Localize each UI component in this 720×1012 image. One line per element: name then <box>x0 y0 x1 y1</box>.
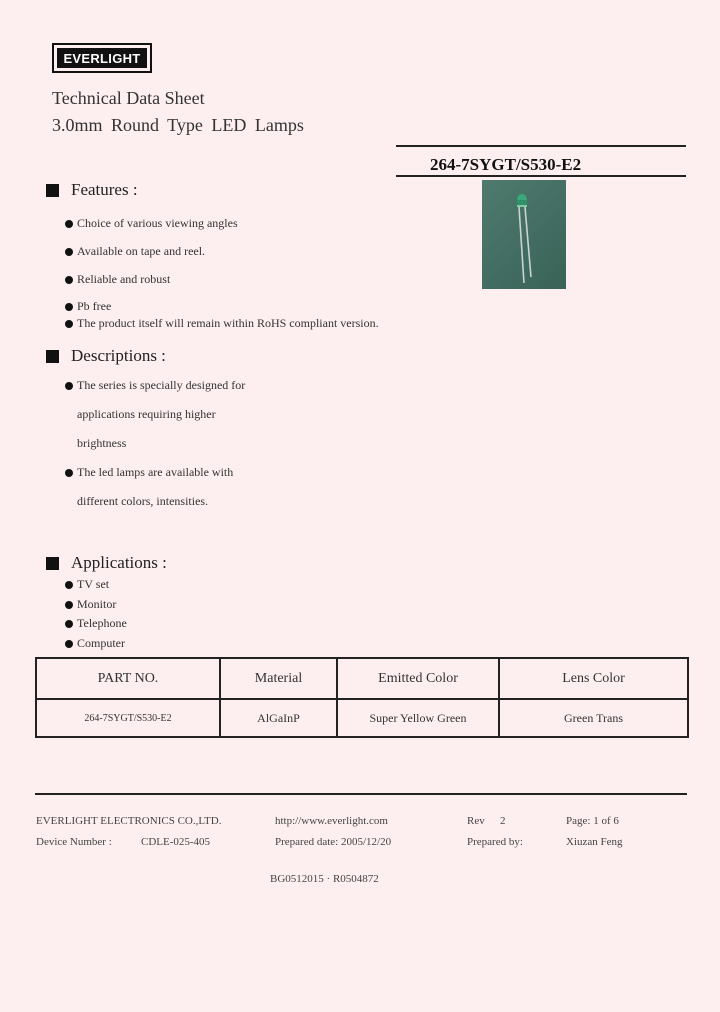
footer-rev-value: 2 <box>500 815 506 827</box>
description-line: brightness <box>77 436 127 450</box>
logo-text: EVERLIGHT <box>57 48 147 68</box>
features-heading <box>46 180 138 200</box>
round-bullet-icon <box>65 276 73 284</box>
footer-company: EVERLIGHT ELECTRONICS CO.,LTD. <box>36 815 222 827</box>
led-lamp-illustration <box>482 180 566 289</box>
applications-heading <box>46 553 167 573</box>
header-rule <box>396 145 686 147</box>
feature-item: Pb free <box>65 299 111 314</box>
application-item: TV set <box>65 577 109 592</box>
round-bullet-icon <box>65 581 73 589</box>
application-item: Telephone <box>65 616 127 631</box>
descriptions-heading-text: Descriptions : <box>71 346 166 365</box>
square-bullet-icon <box>46 184 59 197</box>
feature-item: Choice of various viewing angles <box>65 216 238 231</box>
doc-title: Technical Data Sheet <box>52 88 205 108</box>
footer-prepared-date: Prepared date: 2005/12/20 <box>275 836 392 848</box>
round-bullet-icon <box>65 640 73 648</box>
round-bullet-icon <box>65 601 73 609</box>
cell-emitted-color: Super Yellow Green <box>337 699 499 737</box>
application-item: Computer <box>65 636 125 651</box>
header-part-no: PART NO. <box>36 658 220 699</box>
part-number-heading: 264-7SYGT/S530-E2 <box>430 155 582 174</box>
feature-item: Reliable and robust <box>65 272 170 287</box>
everlight-logo <box>52 43 152 73</box>
round-bullet-icon <box>65 620 73 628</box>
led-product-photo <box>482 180 566 289</box>
round-bullet-icon <box>65 382 73 390</box>
footer-prepared-by-value: Xiuzan Feng <box>566 836 623 848</box>
footer-code: BG0512015 · R0504872 <box>270 873 379 885</box>
footer-rev-label: Rev <box>467 815 485 827</box>
footer-device-label: Device Number : <box>36 836 112 848</box>
feature-item: The product itself will remain within RoHS compliant version. <box>65 316 379 331</box>
footer-prepared-by-label: Prepared by: <box>467 836 523 848</box>
round-bullet-icon <box>65 320 73 328</box>
feature-item: Available on tape and reel. <box>65 244 205 259</box>
square-bullet-icon <box>46 557 59 570</box>
description-line: applications requiring higher <box>77 407 216 421</box>
application-item: Monitor <box>65 597 116 612</box>
square-bullet-icon <box>46 350 59 363</box>
header-material: Material <box>220 658 337 699</box>
description-item: The led lamps are available with <box>65 465 233 480</box>
features-heading-text: Features : <box>71 180 138 199</box>
footer-page: Page: 1 of 6 <box>566 815 619 827</box>
description-line: different colors, intensities. <box>77 494 209 508</box>
footer-url[interactable]: http://www.everlight.com <box>275 815 388 827</box>
table-row <box>36 699 688 737</box>
round-bullet-icon <box>65 220 73 228</box>
header-emitted-color: Emitted Color <box>337 658 499 699</box>
round-bullet-icon <box>65 248 73 256</box>
header-lens-color: Lens Color <box>499 658 688 699</box>
doc-subtitle: 3.0mm Round Type LED Lamps <box>52 115 304 135</box>
description-item: The series is specially designed for <box>65 378 245 393</box>
parts-table <box>35 657 689 738</box>
footer-device-value: CDLE-025-405 <box>141 836 211 848</box>
cell-material: AlGaInP <box>220 699 337 737</box>
table-header-row <box>36 658 688 699</box>
cell-part-no: 264-7SYGT/S530-E2 <box>36 699 220 737</box>
descriptions-heading <box>46 346 166 366</box>
footer-rule <box>35 793 687 795</box>
applications-heading-text: Applications : <box>71 553 167 572</box>
round-bullet-icon <box>65 303 73 311</box>
header-underline <box>396 175 686 177</box>
round-bullet-icon <box>65 469 73 477</box>
cell-lens-color: Green Trans <box>499 699 688 737</box>
